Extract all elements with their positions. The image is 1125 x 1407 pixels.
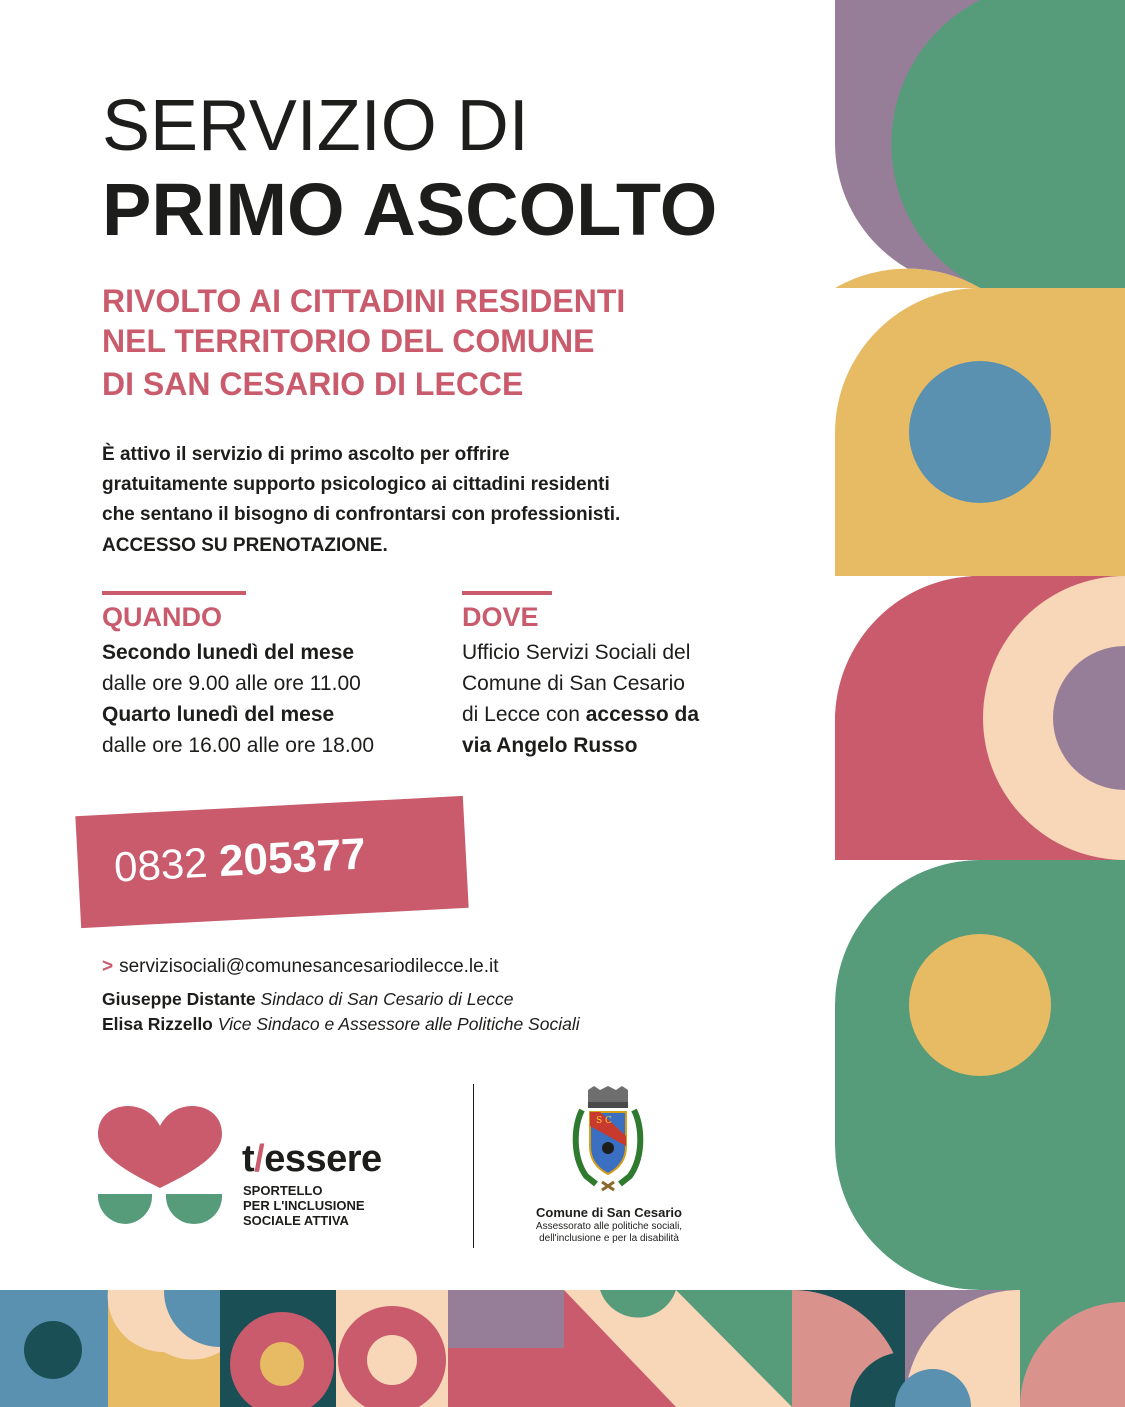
comune-name: Comune di San Cesario xyxy=(536,1205,682,1220)
brand-sub-line1: SPORTELLO xyxy=(243,1183,323,1198)
dove-line3 xyxy=(462,699,699,730)
email-address: servizisociali@comunesancesariodilecce.le.it xyxy=(119,956,499,977)
yellow-circle xyxy=(909,934,1051,1076)
title-line1: SERVIZIO DI xyxy=(102,86,529,166)
phone-prefix: 0832 xyxy=(112,838,209,891)
comune-subtitle xyxy=(496,1221,722,1245)
person-1-name: Giuseppe Distante xyxy=(102,989,256,1009)
brand-sub-line2: PER L'INCLUSIONE xyxy=(243,1198,365,1213)
logo-divider xyxy=(473,1084,474,1248)
heart-logo-icon xyxy=(96,1106,228,1228)
brand-sub-line3: SOCIALE ATTIVA xyxy=(243,1213,349,1228)
dove-line4: via Angelo Russo xyxy=(462,734,638,757)
quando-slot2-time: dalle ore 16.00 alle ore 18.00 xyxy=(102,734,375,757)
quando-heading: QUANDO xyxy=(102,602,222,632)
person-2-role: Vice Sindaco e Assessore alle Politiche Sociali xyxy=(217,1014,580,1034)
dove-line3-bold: accesso da xyxy=(585,703,699,726)
brand-subtitle xyxy=(243,1183,443,1228)
person-1 xyxy=(102,989,513,1010)
person-2-name: Elisa Rizzello xyxy=(102,1014,213,1034)
subtitle-line3: DI SAN CESARIO DI LECCE xyxy=(102,366,524,402)
brand-slash: / xyxy=(254,1138,265,1180)
title-line2: PRIMO ASCOLTO xyxy=(102,168,718,251)
dove-rule xyxy=(462,591,552,595)
intro-line1: È attivo il servizio di primo ascolto per offrire xyxy=(102,444,510,465)
brand-name-essere: essere xyxy=(264,1138,382,1180)
person-2 xyxy=(102,1014,580,1035)
quando-slot1-day: Secondo lunedì del mese xyxy=(102,641,355,664)
decorative-pattern-right xyxy=(835,0,1125,1290)
intro-line4: ACCESSO SU PRENOTAZIONE. xyxy=(102,535,388,556)
person-1-role: Sindaco di San Cesario di Lecce xyxy=(260,989,514,1009)
quando-slot2-day: Quarto lunedì del mese xyxy=(102,703,335,726)
email-line[interactable] xyxy=(102,956,499,978)
crest-icon xyxy=(566,1086,650,1198)
brand-name xyxy=(242,1138,382,1181)
comune-sub-line1: Assessorato alle politiche sociali, xyxy=(535,1221,683,1232)
email-arrow: > xyxy=(102,956,114,977)
dove-line3-text: di Lecce con xyxy=(462,703,586,726)
brand-name-t: t xyxy=(242,1138,255,1180)
intro-line3: che sentano il bisogno di confrontarsi con professionisti. xyxy=(102,504,621,525)
dove-line2: Comune di San Cesario xyxy=(462,672,685,695)
phone-main: 205377 xyxy=(217,829,368,887)
subtitle-line2: NEL TERRITORIO DEL COMUNE xyxy=(102,323,595,359)
decorative-pattern-bottom xyxy=(0,1290,1125,1407)
dove-line1: Ufficio Servizi Sociali del xyxy=(462,641,691,664)
dove-heading: DOVE xyxy=(462,602,539,632)
quando-rule xyxy=(102,591,246,595)
subtitle-line1: RIVOLTO AI CITTADINI RESIDENTI xyxy=(102,283,626,319)
quando-slot1-time: dalle ore 9.00 alle ore 11.00 xyxy=(102,672,361,695)
blue-circle xyxy=(909,361,1051,503)
comune-sub-line2: dell'inclusione e per la disabilità xyxy=(539,1233,679,1244)
intro-line2: gratuitamente supporto psicologico ai cittadini residenti xyxy=(102,474,610,495)
crest-letters: S C xyxy=(596,1116,612,1126)
